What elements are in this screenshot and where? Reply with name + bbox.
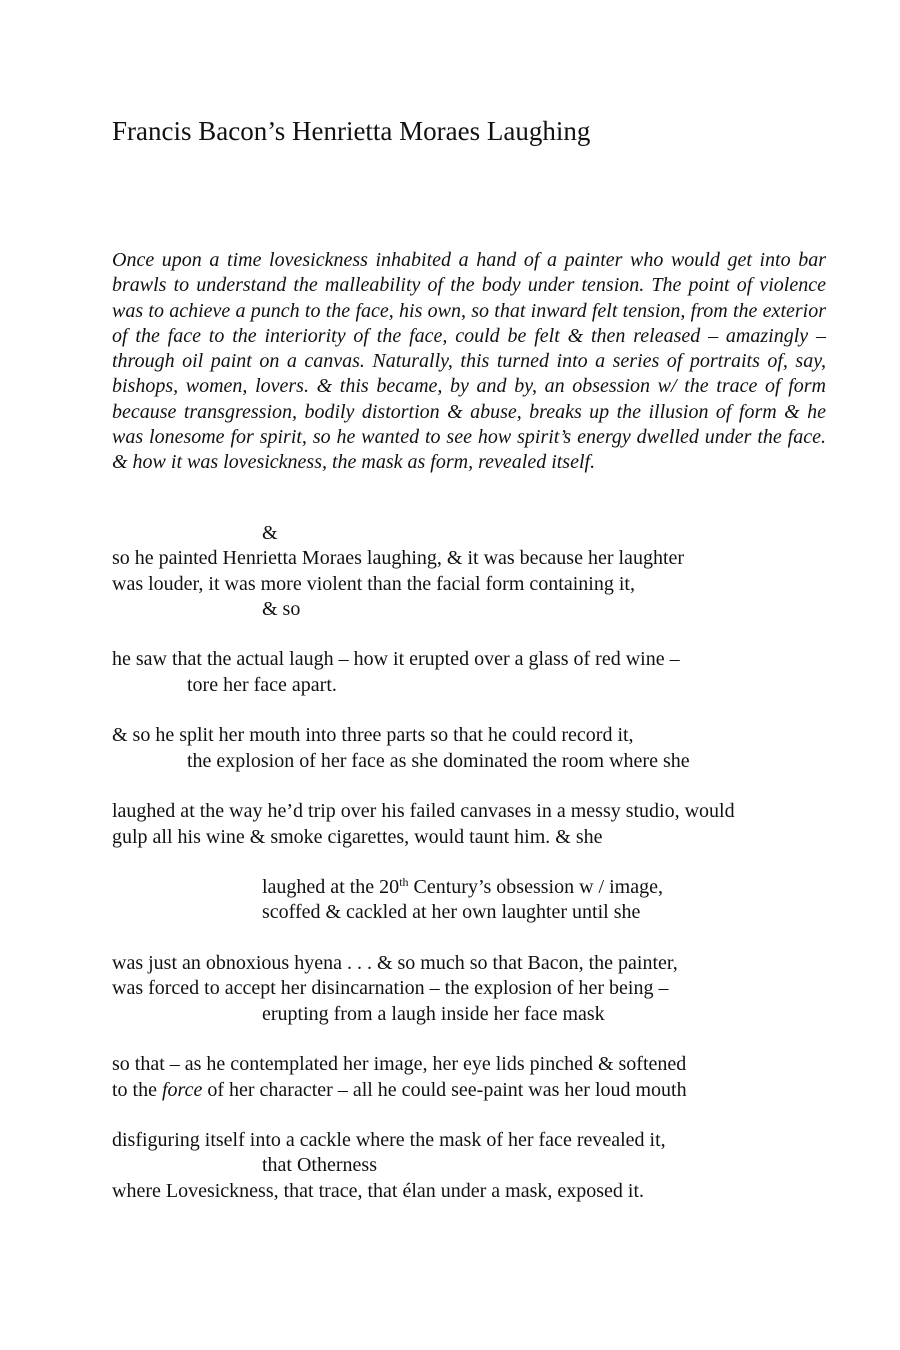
poem-line: erupting from a laugh inside her face mask xyxy=(262,1002,605,1025)
poem-line: so that – as he contemplated her image, her eye lids pinched & softened xyxy=(112,1053,687,1076)
poem-line: tore her face apart. xyxy=(187,673,337,696)
poem-line: scoffed & cackled at her own laughter until she xyxy=(262,901,641,924)
poem-line: the explosion of her face as she dominated the room where she xyxy=(187,749,690,772)
stanza-break xyxy=(112,774,852,799)
poem-body xyxy=(112,521,852,1204)
poem-line: gulp all his wine & smoke cigarettes, would taunt him. & she xyxy=(112,825,603,848)
poem-line: that Otherness xyxy=(262,1154,377,1177)
ordinal-suffix: th xyxy=(399,875,409,890)
stanza-break xyxy=(112,698,852,723)
poem-line: where Lovesickness, that trace, that élan under a mask, exposed it. xyxy=(112,1179,645,1202)
stanza-break xyxy=(112,926,852,951)
poem-line: & so xyxy=(262,597,301,620)
emphasized-word: force xyxy=(162,1078,203,1101)
poem-line: was louder, it was more violent than the facial form containing it, xyxy=(112,572,635,595)
poem-line: he saw that the actual laugh – how it erupted over a glass of red wine – xyxy=(112,648,680,671)
stanza-break xyxy=(112,1027,852,1052)
stanza-break xyxy=(112,850,852,875)
poem-line: & so he split her mouth into three parts so that he could record it, xyxy=(112,724,634,747)
poem-line: was just an obnoxious hyena . . . & so much so that Bacon, the painter, xyxy=(112,952,678,975)
poem-line: & xyxy=(262,522,278,544)
poem-line xyxy=(112,1078,852,1103)
poem-line xyxy=(112,875,852,900)
poem-title: Francis Bacon’s Henrietta Moraes Laughing xyxy=(112,116,591,146)
poem-line: was forced to accept her disincarnation – the explosion of her being – xyxy=(112,977,669,1000)
prose-paragraph: Once upon a time lovesickness inhabited a hand of a painter who would get into bar brawls to understand the malleability of the body under tension. The point of violence was to achieve a punch to the face, his own, so that inward felt tension, from the exterior of the face to the interiority of the face, could be felt & then released – amazingly – through oil paint on a canvas. Naturally, this turned into a series of portraits of, say, bishops, women, lovers. & this became, by and by, an obsession w/ the trace of form because transgression, bodily distortion & abuse, breaks up the illusion of form & he was lonesome for spirit, so he wanted to see how spirit’s energy dwelled under the face. & how it was lovesickness, the mask as form, revealed itself. xyxy=(112,249,826,474)
poem-line: so he painted Henrietta Moraes laughing, & it was because her laughter xyxy=(112,547,685,570)
poem-line-text: of her character – all he could see-paint was her loud mouth xyxy=(202,1078,687,1101)
poem-line-text: Century’s obsession w / image, xyxy=(408,876,663,899)
poem-line: laughed at the way he’d trip over his failed canvases in a messy studio, would xyxy=(112,800,735,823)
poem-line-text: to the xyxy=(112,1078,162,1101)
poem-line: disfiguring itself into a cackle where the mask of her face revealed it, xyxy=(112,1129,666,1152)
stanza-break xyxy=(112,622,852,647)
stanza-break xyxy=(112,1103,852,1128)
poem-line-text: laughed at the 20 xyxy=(262,876,400,899)
